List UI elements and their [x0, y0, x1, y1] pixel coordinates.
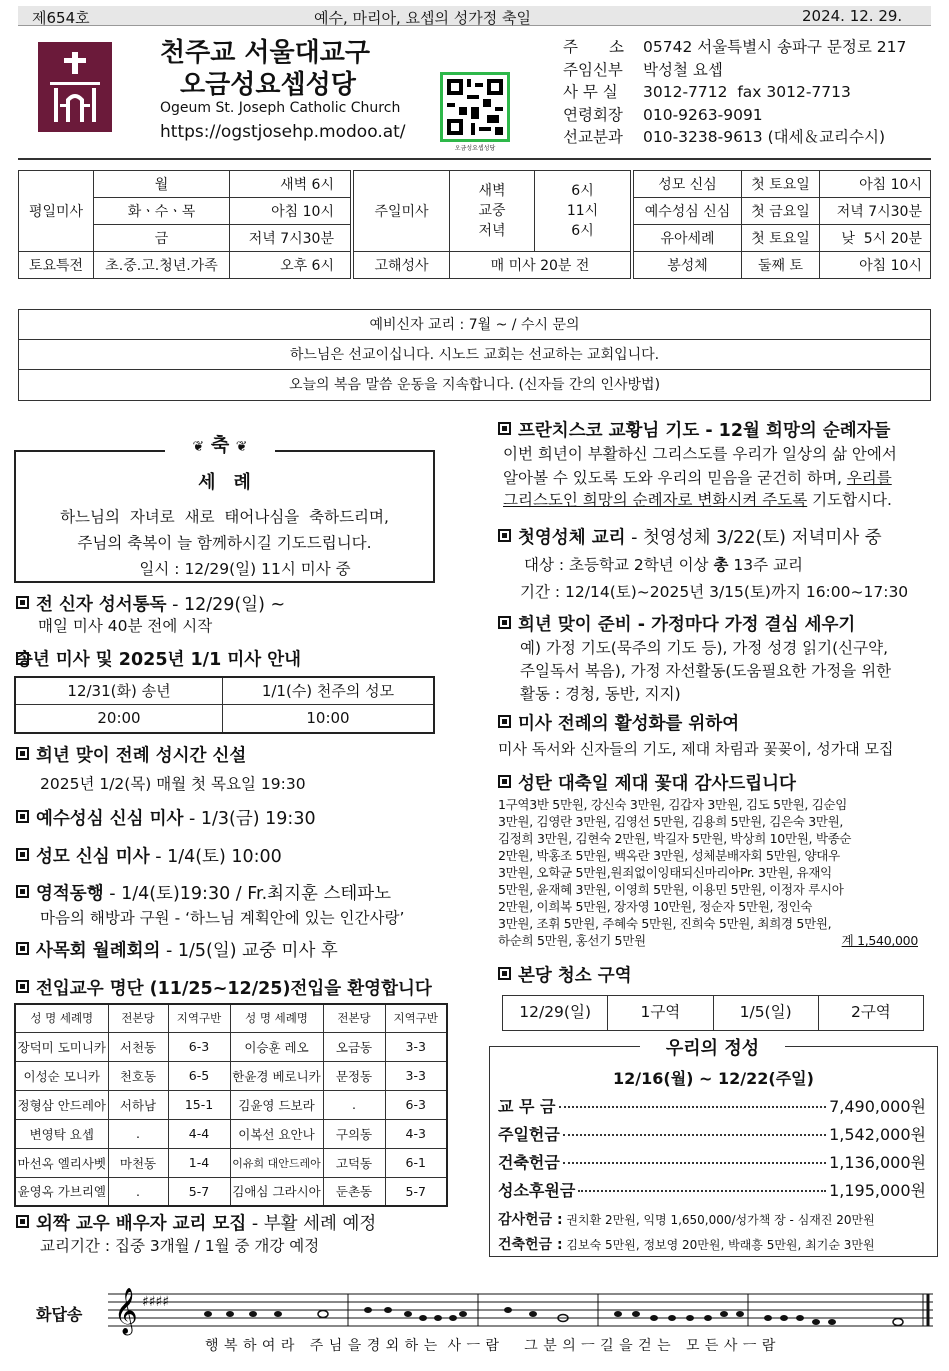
cleaning-heading: 본당 청소 구역	[498, 962, 632, 987]
parish-name-line1: 천주교 서울대교구	[160, 38, 370, 68]
liturgy-heading: 미사 전례의 활성화를 위하여	[498, 710, 739, 735]
notice-line: 오늘의 복음 말씀 운동을 지속합니다. (신자들 간의 인사방법)	[288, 377, 661, 393]
treble-clef-icon: 𝄞	[114, 1288, 138, 1334]
psalm-label: 화답송	[36, 1305, 83, 1324]
parish-english-name: Ogeum St. Joseph Catholic Church	[160, 100, 401, 116]
first-communion-heading: 첫영성체 교리 - 첫영성체 3/22(토) 저녁미사 중	[498, 524, 882, 549]
square-bullet-icon	[498, 422, 511, 435]
liturgy-body: 미사 독서와 신자들의 기도, 제대 차림과 꽃꽂이, 성가대 모집	[498, 740, 894, 758]
weekday-mass-table: 평일미사 월 새벽 6시 화ㆍ수ㆍ목 아침 10시 금 저녁 7시30분 토요특전 초.중.고.청년.가족 오후 6시	[18, 170, 351, 279]
church-icon	[38, 42, 112, 132]
cleaning-table: 12/29(일) 1구역 1/5(일) 2구역	[502, 995, 924, 1031]
spiritual-companion-heading: 영적동행 - 1/4(토)19:30 / Fr.최지훈 스테파노	[16, 880, 391, 905]
square-bullet-icon	[498, 775, 511, 788]
new-members-table: 성 명 세례명 전본당 지역구반 성 명 세례명 전본당 지역구반 장덕미 도미니카 서천동 6-3 이승훈 레오 오금동 3-3 이성순 모니카 천호동 6-5 한윤경 베로니카 문정동 3-3 정형삼 안드레아 서하남 15-1 김윤영 드보라 . 6-3 변영탁 요셉 . 4-4 이복선 요안나 구의동 4-3 마선옥 엘리사벳 마천동 1-4 이유희 대안드레아 고덕동 6-1 윤영옥 가브리엘 . 5-7 김애심 그라시아 둔촌동 5-7	[14, 1003, 448, 1207]
square-bullet-icon	[498, 967, 511, 980]
first-communion-period: 기간 : 12/14(토)~2025년 3/15(토)까지 16:00~17:30	[520, 583, 909, 601]
first-communion-target: 대상 : 초등학교 2학년 이상 총 13주 교리	[524, 556, 803, 574]
offering-title: 우리의 정성	[640, 1034, 785, 1060]
offering-row: 교 무 금 7,490,000원	[498, 1097, 926, 1116]
square-bullet-icon	[16, 747, 29, 760]
christmas-flowers-heading: 성탄 대축일 제대 꽃대 감사드립니다	[498, 770, 796, 795]
contact-office: 사 무 실 3012-7712 fax 3012-7713	[563, 83, 851, 101]
building-offering: 건축헌금 : 김보숙 5만원, 정보영 20만원, 박래흥 5만원, 최기순 3만원	[498, 1237, 875, 1253]
qr-code-icon	[443, 75, 507, 139]
christmas-flowers-list: 1구역3반 5만원, 강신숙 3만원, 김갑자 3만원, 김도 5만원, 김순임 3만원, 김영란 3만원, 김영선 5만원, 김용희 5만원, 김은숙 3만원, 김정희 3만원, 김현숙 2만원, 박길자 5만원, 박상희 10만원, 박종순 2만원, 박홍조 5만원, 백옥란 3만원, 성체분배자회 5만원, 양대우 3만원, 오학균 5만원,원죄없이잉태되신마리아Pr. 3만원, 유재익 5만원, 윤재혜 3만원, 이영희 5만원, 이용민 5만원, 이정자 루시아 2만원, 이희복 5만원, 장자영 10만원, 정순자 5만원, 정인숙 3만원, 조휘 5만원, 주혜숙 5만원, 진희숙 5만원, 최희경 5만원, 하순희 5만원, 홍선기 5만원 계 1,540,000	[498, 797, 918, 948]
notice-line: 예비신자 교리 : 7월 ~ / 수시 문의	[19, 310, 930, 340]
table-row: 이성순 모니카 천호동 6-5 한윤경 베로니카 문정동 3-3	[15, 1061, 447, 1090]
square-bullet-icon	[16, 810, 29, 823]
parish-logo	[38, 42, 112, 132]
laurel-right-icon: ❦	[235, 439, 248, 455]
psalm-lyrics: 행 복 하 여 라 주 님 을 경 외 하 는 사 ㅡ 람 그 분 의 ㅡ 길 을 걷 는 모 든 사 ㅡ 람	[205, 1338, 776, 1354]
header-bar	[18, 6, 931, 26]
jubilee-family-line1: 예) 가정 기도(묵주의 기도 등), 가정 성경 읽기(신구약,	[520, 639, 888, 657]
issue-number: 제654호	[32, 9, 90, 27]
contact-funeral: 연령회장 010-9263-9091	[563, 105, 763, 124]
holy-hour-heading: 희년 맞이 전례 성시간 신설	[16, 742, 246, 767]
new-members-heading: 전입교우 명단 (11/25~12/25)전입을 환영합니다	[16, 975, 432, 1000]
holy-hour-body: 2025년 1/2(목) 매월 첫 목요일 19:30	[40, 775, 306, 793]
confession-label: 고해성사	[354, 252, 450, 279]
header-divider	[18, 158, 931, 160]
pope-prayer-line1: 이번 희년이 부활하신 그리스도를 우리가 일상의 삶 안에서	[503, 445, 897, 463]
baptism-line2: 주님의 축복이 늘 함께하시길 기도드립니다.	[77, 534, 372, 552]
parish-url[interactable]: https://ogstjosehp.modoo.at/	[160, 122, 406, 142]
jubilee-family-line2: 주일독서 복음), 가정 자선활동(도움필요한 가정을 위한	[520, 662, 892, 680]
thanks-offering: 감사헌금 : 권치환 2만원, 익명 1,650,000/성가책 장 - 심재진 20만원	[498, 1212, 875, 1228]
baptism-date: 일시 : 12/29(일) 11시 미사 중	[139, 560, 351, 578]
year-end-mass-table: 12/31(화) 송년 1/1(수) 천주의 성모 20:00 10:00	[14, 676, 435, 734]
parish-name-line2: 오금성요셉성당	[180, 70, 356, 100]
spiritual-companion-body: 마음의 해방과 구원 - ‘하느님 계획안에 있는 인간사랑’	[40, 909, 405, 927]
offering-row: 주일헌금 1,542,000원	[498, 1125, 926, 1144]
contact-list	[563, 36, 906, 149]
jubilee-family-heading: 희년 맞이 준비 - 가정마다 가정 결심 세우기	[498, 611, 855, 636]
sunday-mass-table: 주일미사 새벽 교중 저녁 6시 11시 6시 고해성사 매 미사 20분 전	[353, 170, 631, 279]
bible-reading-heading: 전 신자 성서통독 - 12/29(일) ~	[16, 591, 285, 616]
square-bullet-icon	[498, 529, 511, 542]
square-bullet-icon	[16, 848, 29, 861]
flowers-total: 계 1,540,000	[841, 933, 918, 948]
notice-line: 하느님은 선교이십니다. 시노드 교회는 선교하는 교회입니다.	[19, 340, 930, 370]
baptism-congrats: ❦ 축 ❦	[165, 430, 275, 457]
svg-text:♯♯♯♯: ♯♯♯♯	[142, 1294, 170, 1310]
qr-code[interactable]	[440, 72, 510, 142]
devotion-table: 성모 신심 첫 토요일 아침 10시 예수성심 신심 첫 금요일 저녁 7시30분 유아세례 첫 토요일 낮 5시 20분 봉성체 둘째 토 아침 10시	[633, 170, 931, 279]
square-bullet-icon	[16, 980, 29, 993]
psalm-music-staff	[108, 1286, 934, 1336]
laurel-left-icon: ❦	[192, 439, 205, 455]
spouse-catechism-body: 교리기간 : 집중 3개월 / 1월 중 개강 예정	[40, 1237, 320, 1255]
sacred-heart-heading: 예수성심 신심 미사 - 1/3(금) 19:30	[16, 805, 316, 830]
square-bullet-icon	[16, 942, 29, 955]
weekday-label: 평일미사	[19, 171, 94, 252]
baptism-title: 세 례	[198, 472, 251, 493]
table-row: 윤영옥 가브리엘 . 5-7 김애심 그라시아 둔촌동 5-7	[15, 1177, 447, 1206]
table-row: 변영탁 요셉 . 4-4 이복선 요안나 구의동 4-3	[15, 1119, 447, 1148]
table-row: 장덕미 도미니카 서천동 6-3 이승훈 레오 오금동 3-3	[15, 1032, 447, 1061]
bible-reading-body: 매일 미사 40분 전에 시작	[38, 617, 213, 635]
baptism-line1: 하느님의 자녀로 새로 태어나심을 축하드리며,	[60, 508, 389, 526]
year-end-mass-heading: 송년 미사 및 2025년 1/1 미사 안내	[16, 650, 302, 670]
feast-title: 예수, 마리아, 요셉의 성가정 축일	[314, 9, 531, 27]
square-bullet-icon	[16, 652, 29, 665]
qr-caption: 오금성요셉성당	[454, 145, 496, 152]
pope-prayer-heading: 프란치스코 교황님 기도 - 12월 희망의 순례자들	[498, 417, 890, 442]
contact-pastor: 주임신부 박성철 요셉	[563, 60, 723, 79]
offering-row: 건축헌금 1,136,000원	[498, 1153, 926, 1172]
notice-box	[18, 309, 931, 401]
spouse-catechism-heading: 외짝 교우 배우자 교리 모집 - 부활 세례 예정	[16, 1210, 376, 1235]
offering-period: 12/16(월) ~ 12/22(주일)	[613, 1069, 814, 1088]
marian-mass-heading: 성모 신심 미사 - 1/4(토) 10:00	[16, 843, 282, 868]
pope-prayer-line3: 그리스도인 희망의 순례자로 변화시켜 주도록 기도합시다.	[503, 491, 892, 509]
sunday-label: 주일미사	[354, 171, 450, 252]
square-bullet-icon	[498, 715, 511, 728]
issue-date: 2024. 12. 29.	[802, 7, 903, 25]
offering-list	[498, 1094, 926, 1206]
square-bullet-icon	[498, 616, 511, 629]
saturday-label: 토요특전	[19, 252, 94, 279]
offering-row: 성소후원금 1,195,000원	[498, 1181, 926, 1200]
table-row: 마선옥 엘리사벳 마천동 1-4 이유희 대안드레아 고덕동 6-1	[15, 1148, 447, 1177]
square-bullet-icon	[16, 885, 29, 898]
pope-prayer-line2: 알아볼 수 있도록 도와 우리의 믿음을 굳건히 하며, 우리를	[503, 469, 892, 487]
contact-address: 주 소 05742 서울특별시 송파구 문정로 217	[563, 38, 907, 56]
council-meeting-heading: 사목회 월례회의 - 1/5(일) 교중 미사 후	[16, 937, 338, 962]
square-bullet-icon	[16, 596, 29, 609]
contact-mission: 선교분과 010-3238-9613 (대세＆교리수시)	[563, 128, 886, 146]
table-row: 정형삼 안드레아 서하남 15-1 김윤영 드보라 . 6-3	[15, 1090, 447, 1119]
jubilee-family-line3: 활동 : 경청, 동반, 지지)	[520, 685, 681, 703]
square-bullet-icon	[16, 1215, 29, 1228]
